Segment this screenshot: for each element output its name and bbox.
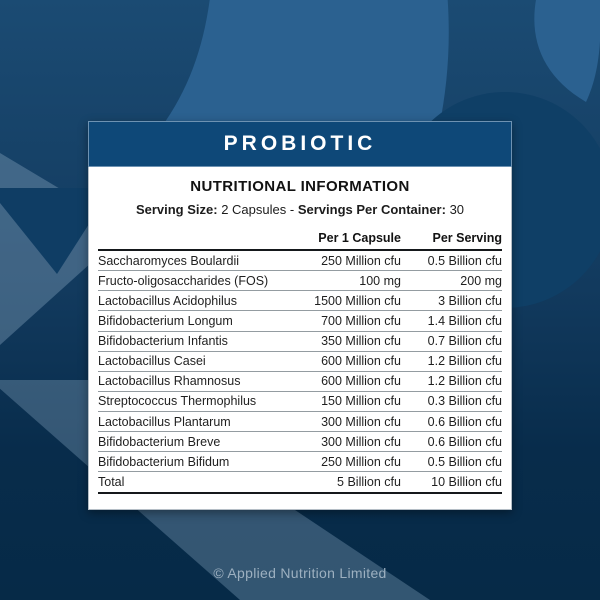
- per-capsule-value: 600 Million cfu: [280, 371, 401, 391]
- ingredient-name: Bifidobacterium Bifidum: [98, 452, 280, 472]
- table-row: [98, 311, 502, 331]
- per-capsule-value: 300 Million cfu: [280, 412, 401, 432]
- ingredient-name: Total: [98, 472, 280, 493]
- nutrition-panel: [88, 167, 512, 510]
- serving-size-value: 2 Capsules: [221, 202, 287, 217]
- table-row: [98, 331, 502, 351]
- ingredient-name: Streptococcus Thermophilus: [98, 391, 280, 411]
- per-serving-value: 0.5 Billion cfu: [401, 452, 502, 472]
- table-row: [98, 452, 502, 472]
- servings-per-container-label: Servings Per Container:: [297, 202, 446, 217]
- per-serving-value: 0.6 Billion cfu: [401, 432, 502, 452]
- per-capsule-value: 5 Billion cfu: [280, 472, 401, 493]
- table-row: [98, 371, 502, 391]
- ingredient-name: Lactobacillus Rhamnosus: [98, 371, 280, 391]
- table-header-row: [98, 230, 502, 250]
- ingredient-name: Lactobacillus Plantarum: [98, 412, 280, 432]
- column-header-per-capsule: Per 1 Capsule: [280, 230, 401, 250]
- per-serving-value: 0.3 Billion cfu: [401, 391, 502, 411]
- per-serving-value: 0.7 Billion cfu: [401, 331, 502, 351]
- serving-info-line: [98, 202, 502, 217]
- copyright-notice: © Applied Nutrition Limited: [213, 565, 387, 581]
- per-serving-value: 0.5 Billion cfu: [401, 250, 502, 271]
- per-serving-value: 1.2 Billion cfu: [401, 371, 502, 391]
- nutrition-table: [98, 230, 502, 494]
- per-capsule-value: 600 Million cfu: [280, 351, 401, 371]
- per-capsule-value: 250 Million cfu: [280, 452, 401, 472]
- table-body: [98, 250, 502, 493]
- table-row: [98, 391, 502, 411]
- column-header-per-serving: Per Serving: [401, 230, 502, 250]
- product-title: PROBIOTIC: [223, 132, 377, 155]
- ingredient-name: Bifidobacterium Infantis: [98, 331, 280, 351]
- probiotic-label-card: [88, 121, 512, 510]
- ingredient-name: Bifidobacterium Longum: [98, 311, 280, 331]
- servings-per-container-value: 30: [449, 202, 465, 217]
- per-capsule-value: 100 mg: [280, 271, 401, 291]
- table-row: [98, 291, 502, 311]
- table-row: [98, 351, 502, 371]
- serving-size-label: Serving Size:: [135, 202, 218, 217]
- table-row: [98, 412, 502, 432]
- per-serving-value: 0.6 Billion cfu: [401, 412, 502, 432]
- column-header-ingredient: [98, 230, 280, 250]
- nutritional-information-heading: NUTRITIONAL INFORMATION: [190, 178, 410, 195]
- per-serving-value: 3 Billion cfu: [401, 291, 502, 311]
- ingredient-name: Lactobacillus Casei: [98, 351, 280, 371]
- table-row: [98, 432, 502, 452]
- per-capsule-value: 300 Million cfu: [280, 432, 401, 452]
- per-capsule-value: 1500 Million cfu: [280, 291, 401, 311]
- ingredient-name: Saccharomyces Boulardii: [98, 250, 280, 271]
- per-capsule-value: 250 Million cfu: [280, 250, 401, 271]
- per-serving-value: 10 Billion cfu: [401, 472, 502, 493]
- product-banner: [88, 121, 512, 167]
- table-row: [98, 250, 502, 271]
- ingredient-name: Fructo-oligosaccharides (FOS): [98, 271, 280, 291]
- per-serving-value: 1.4 Billion cfu: [401, 311, 502, 331]
- table-row: [98, 472, 502, 493]
- per-capsule-value: 150 Million cfu: [280, 391, 401, 411]
- ingredient-name: Lactobacillus Acidophilus: [98, 291, 280, 311]
- per-serving-value: 200 mg: [401, 271, 502, 291]
- serving-separator: -: [289, 202, 295, 217]
- ingredient-name: Bifidobacterium Breve: [98, 432, 280, 452]
- per-serving-value: 1.2 Billion cfu: [401, 351, 502, 371]
- per-capsule-value: 350 Million cfu: [280, 331, 401, 351]
- table-row: [98, 271, 502, 291]
- per-capsule-value: 700 Million cfu: [280, 311, 401, 331]
